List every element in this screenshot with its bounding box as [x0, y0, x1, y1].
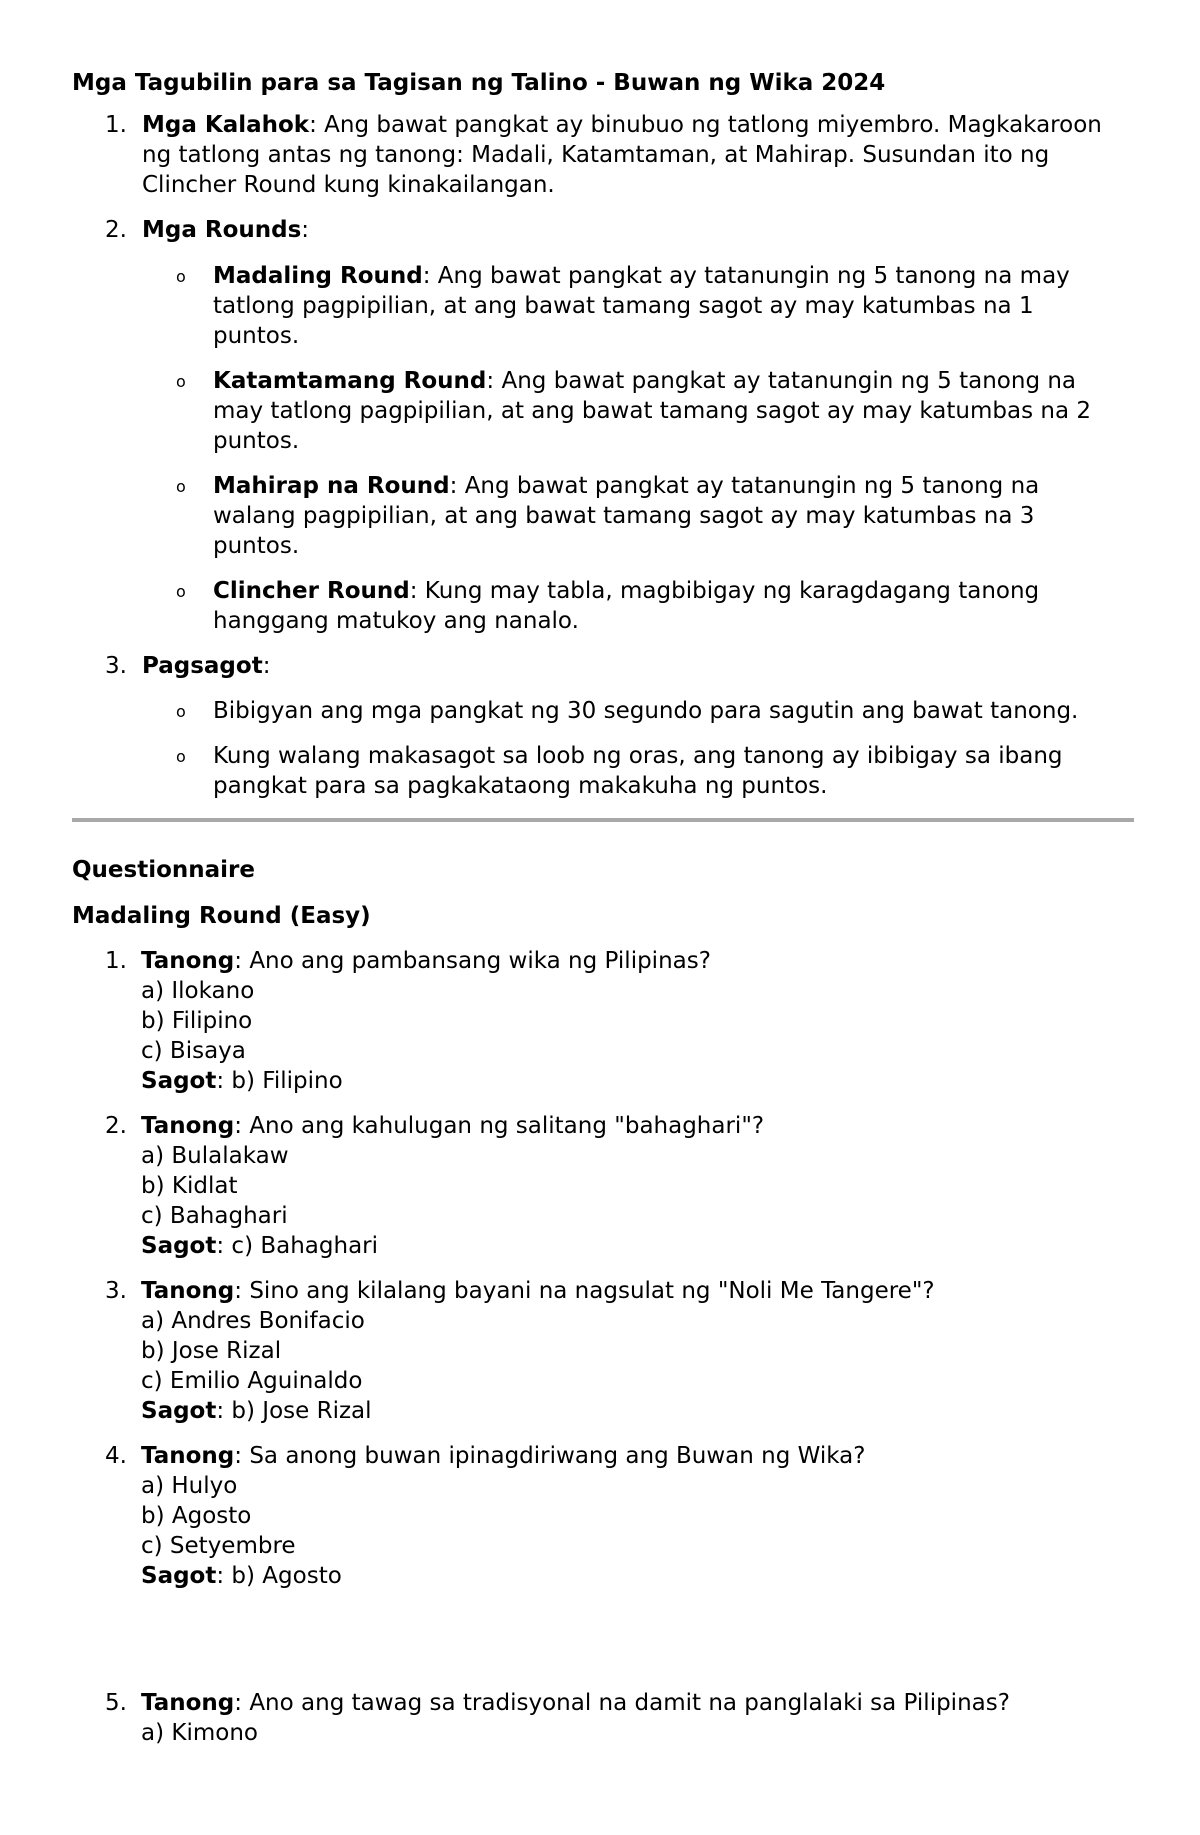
list-number: 1. — [105, 948, 127, 974]
list-number: 3. — [105, 653, 127, 679]
rule-item-2: 2. Mga Rounds: — [105, 217, 310, 243]
sub-item-katamtamang-round: o Katamtamang Round: Ang bawat pangkat ay tatanungin ng 5 tanong na may tatlong pagpipilian, at ang bawat tamang sagot ay may katumbas na 2 puntos. — [176, 368, 1092, 454]
rule-item-3: 3. Pagsagot: — [105, 653, 271, 679]
choice: b) Kidlat — [141, 1173, 238, 1199]
bullet-icon: o — [176, 477, 186, 496]
list-number: 5. — [105, 1690, 127, 1716]
answer: Sagot: b) Jose Rizal — [141, 1398, 372, 1424]
rule-label: Mga Kalahok — [142, 112, 310, 138]
questionnaire-heading: Questionnaire — [72, 857, 255, 883]
sub-item-pagsagot-2: o Kung walang makasagot sa loob ng oras, ang tanong ay ibibigay sa ibang pangkat para sa pagkakataong makakuha ng puntos. — [176, 743, 1063, 799]
choice: a) Hulyo — [141, 1473, 238, 1499]
list-number: 2. — [105, 217, 127, 243]
bullet-icon: o — [176, 372, 186, 391]
choice: c) Setyembre — [141, 1533, 296, 1559]
sub-item-pagsagot-1: o Bibigyan ang mga pangkat ng 30 segundo para sagutin ang bawat tanong. — [72, 696, 1134, 726]
answer: Sagot: c) Bahaghari — [141, 1233, 379, 1259]
sub-item-mahirap-round: o Mahirap na Round: Ang bawat pangkat ay tatanungin ng 5 tanong na walang pagpipilian, at ang bawat tamang sagot ay may katumbas na 3 puntos. — [176, 473, 1040, 559]
question-item-5: 5. Tanong: Ano ang tawag sa tradisyonal na damit na panglalaki sa Pilipinas? a) Kimono — [72, 1688, 1134, 1748]
answer: Sagot: b) Agosto — [141, 1563, 342, 1589]
round-heading: Madaling Round (Easy) — [72, 903, 371, 929]
sub-item-clincher-round: o Clincher Round: Kung may tabla, magbibigay ng karagdagang tanong hanggang matukoy ang nanalo. — [176, 578, 1040, 634]
list-number: 4. — [105, 1443, 127, 1469]
bullet-icon: o — [176, 702, 186, 721]
bullet-icon: o — [176, 582, 186, 601]
bullet-icon: o — [176, 267, 186, 286]
list-number: 1. — [105, 112, 127, 138]
choice: a) Bulalakaw — [141, 1143, 289, 1169]
document-page — [72, 68, 1134, 1748]
rule-label: Mga Rounds — [142, 217, 302, 243]
bullet-icon: o — [176, 747, 186, 766]
choice: a) Ilokano — [141, 978, 255, 1004]
question-item-1: 1. Tanong: Ano ang pambansang wika ng Pilipinas? a) Ilokano b) Filipino c) Bisaya Sagot: b) Filipino — [72, 946, 1134, 1096]
choice: b) Jose Rizal — [141, 1338, 282, 1364]
rule-label: Pagsagot — [142, 653, 263, 679]
choice: c) Bisaya — [141, 1038, 246, 1064]
answer: Sagot: b) Filipino — [141, 1068, 343, 1094]
list-number: 3. — [105, 1278, 127, 1304]
question-item-2: 2. Tanong: Ano ang kahulugan ng salitang "bahaghari"? a) Bulalakaw b) Kidlat c) Bahaghari Sagot: c) Bahaghari — [72, 1111, 1134, 1261]
document-title: Mga Tagubilin para sa Tagisan ng Talino - Buwan ng Wika 2024 — [72, 70, 886, 96]
choice: b) Filipino — [141, 1008, 253, 1034]
choice: a) Andres Bonifacio — [141, 1308, 365, 1334]
list-number: 2. — [105, 1113, 127, 1139]
question-item-4: 4. Tanong: Sa anong buwan ipinagdiriwang ang Buwan ng Wika? a) Hulyo b) Agosto c) Setyembre Sagot: b) Agosto — [72, 1441, 1134, 1591]
choice: c) Bahaghari — [141, 1203, 288, 1229]
rule-item-1: 1. Mga Kalahok: Ang bawat pangkat ay binubuo ng tatlong miyembro. Magkakaroon ng tatlong antas ng tanong: Madali, Katamtaman, at Mahirap. Susundan ito ng Clincher Round kung kinakailangan. — [105, 112, 1102, 198]
sub-item-madaling-round: o Madaling Round: Ang bawat pangkat ay tatanungin ng 5 tanong na may tatlong pagpipilian, at ang bawat tamang sagot ay may katumbas na 1 puntos. — [176, 263, 1070, 349]
horizontal-divider — [72, 818, 1134, 822]
choice: b) Agosto — [141, 1503, 252, 1529]
choice: c) Emilio Aguinaldo — [141, 1368, 363, 1394]
question-item-3: 3. Tanong: Sino ang kilalang bayani na nagsulat ng "Noli Me Tangere"? a) Andres Bonifacio b) Jose Rizal c) Emilio Aguinaldo Sagot: b) Jose Rizal — [72, 1276, 1134, 1426]
choice: a) Kimono — [141, 1720, 258, 1746]
